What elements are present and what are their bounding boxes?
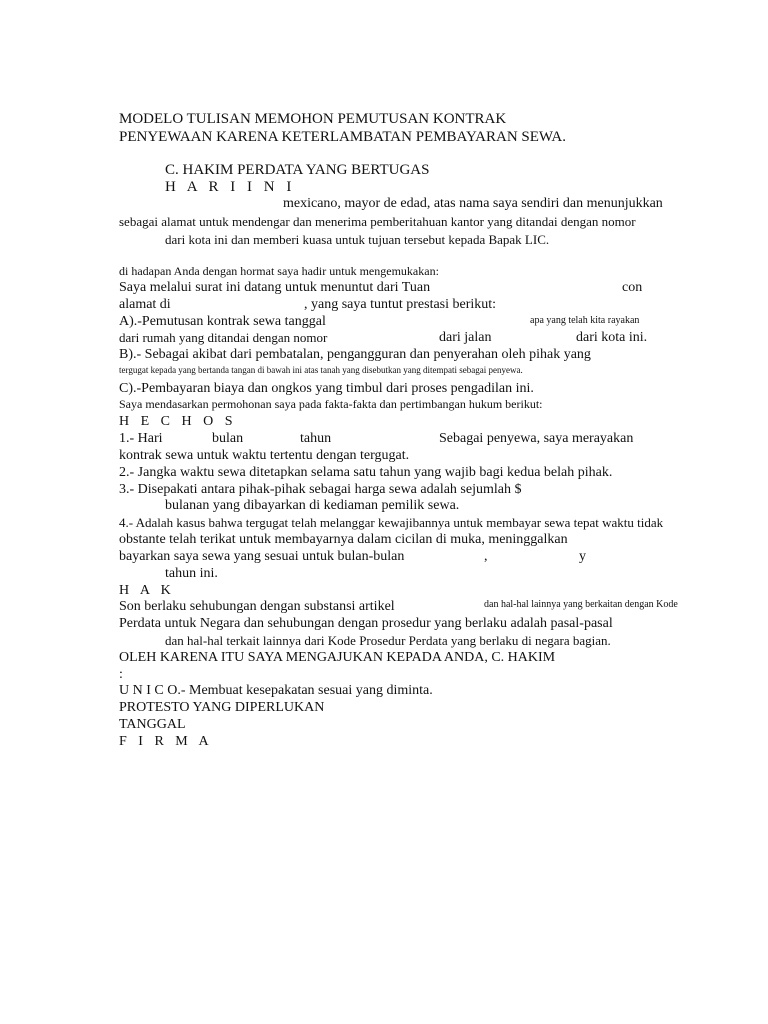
- fact-1-line-2: kontrak sewa untuk waktu tertentu dengan tergugat.: [119, 448, 410, 463]
- fact-4-line-4: tahun ini.: [165, 566, 218, 581]
- basis-line: Saya mendasarkan permohonan saya pada fakta-fakta dan pertimbangan hukum berikut:: [119, 397, 543, 411]
- fact-3-line-1: 3.- Disepakati antara pihak-pihak sebagai harga sewa adalah sejumlah $: [119, 482, 522, 497]
- protesto-line: PROTESTO YANG DIPERLUKAN: [119, 700, 325, 715]
- claim-line-1: Saya melalui surat ini datang untuk menuntut dari Tuan: [119, 280, 431, 295]
- fact-4-line-1: 4.- Adalah kasus bahwa tergugat telah melanggar kewajibannya untuk membayar sewa tepat waktu tidak: [119, 515, 664, 530]
- addressee: C. HAKIM PERDATA YANG BERTUGAS: [165, 162, 430, 178]
- claim-line-2-address: alamat di: [119, 297, 171, 312]
- claim-line-2-rest: , yang saya tuntut prestasi berikut:: [304, 297, 497, 312]
- law-line-1: Son berlaku sehubungan dengan substansi artikel: [119, 599, 395, 614]
- claim-a-line-2-street: dari jalan: [439, 330, 492, 345]
- law-line-2: Perdata untuk Negara dan sehubungan dengan prosedur yang berlaku adalah pasal-pasal: [119, 616, 613, 631]
- claim-a-line-1-small: apa yang telah kita rayakan: [530, 315, 640, 326]
- intro-line-1: mexicano, mayor de edad, atas nama saya sendiri dan menunjukkan: [283, 196, 663, 211]
- hechos-heading: H E C H O S: [119, 414, 237, 429]
- law-line-1-small: dan hal-hal lainnya yang berkaitan dengan Kode: [484, 599, 678, 610]
- unico-line: U N I C O.- Membuat kesepakatan sesuai yang diminta.: [119, 683, 433, 698]
- intro-line-3: dari kota ini dan memberi kuasa untuk tujuan tersebut kepada Bapak LIC.: [165, 232, 550, 247]
- claim-a-line-2: dari rumah yang ditandai dengan nomor: [119, 330, 328, 345]
- claim-line-1-con: con: [622, 280, 643, 295]
- intro-line-2: sebagai alamat untuk mendengar dan menerima pemberitahuan kantor yang ditandai dengan nomor: [119, 214, 636, 229]
- fact-1-day: 1.- Hari: [119, 431, 163, 446]
- colon-line: :: [119, 667, 123, 682]
- hak-heading: H A K: [119, 583, 175, 598]
- fact-4-line-3-y: y: [579, 549, 586, 564]
- claim-b-line-1: B).- Sebagai akibat dari pembatalan, pengangguran dan penyerahan oleh pihak yang: [119, 347, 591, 362]
- fact-4-line-3: bayarkan saya sewa yang sesuai untuk bulan-bulan: [119, 549, 405, 564]
- fact-1-year: tahun: [300, 431, 332, 446]
- document-title-line-2: PENYEWAAN KARENA KETERLAMBATAN PEMBAYARAN SEWA.: [119, 129, 567, 145]
- claim-b-line-2: tergugat kepada yang bertanda tangan di bawah ini atas tanah yang disebutkan yang ditempati sebagai penyewa.: [119, 365, 523, 375]
- fact-3-line-2: bulanan yang dibayarkan di kediaman pemilik sewa.: [165, 498, 460, 513]
- fact-1-rest: Sebagai penyewa, saya merayakan: [439, 431, 634, 446]
- presence-line: di hadapan Anda dengan hormat saya hadir untuk mengemukakan:: [119, 264, 439, 278]
- claim-c-line-1: C).-Pembayaran biaya dan ongkos yang timbul dari proses pengadilan ini.: [119, 381, 534, 396]
- law-line-3: dan hal-hal terkait lainnya dari Kode Prosedur Perdata yang berlaku di negara bagian.: [165, 633, 611, 648]
- claim-a-line-2-city: dari kota ini.: [576, 330, 648, 345]
- fact-1-month: bulan: [212, 431, 244, 446]
- claim-a-line-1: A).-Pemutusan kontrak sewa tanggal: [119, 314, 326, 329]
- date-label: TANGGAL: [119, 717, 186, 732]
- signature-label: F I R M A: [119, 734, 213, 749]
- fact-2: 2.- Jangka waktu sewa ditetapkan selama satu tahun yang wajib bagi kedua belah pihak.: [119, 465, 613, 480]
- therefore-line: OLEH KARENA ITU SAYA MENGAJUKAN KEPADA ANDA, C. HAKIM: [119, 650, 556, 665]
- today-heading: H A R I I N I: [165, 179, 296, 195]
- fact-4-line-3-comma: ,: [484, 549, 488, 564]
- fact-4-line-2: obstante telah terikat untuk membayarnya dalam cicilan di muka, meninggalkan: [119, 532, 568, 547]
- document-title-line-1: MODELO TULISAN MEMOHON PEMUTUSAN KONTRAK: [119, 111, 507, 127]
